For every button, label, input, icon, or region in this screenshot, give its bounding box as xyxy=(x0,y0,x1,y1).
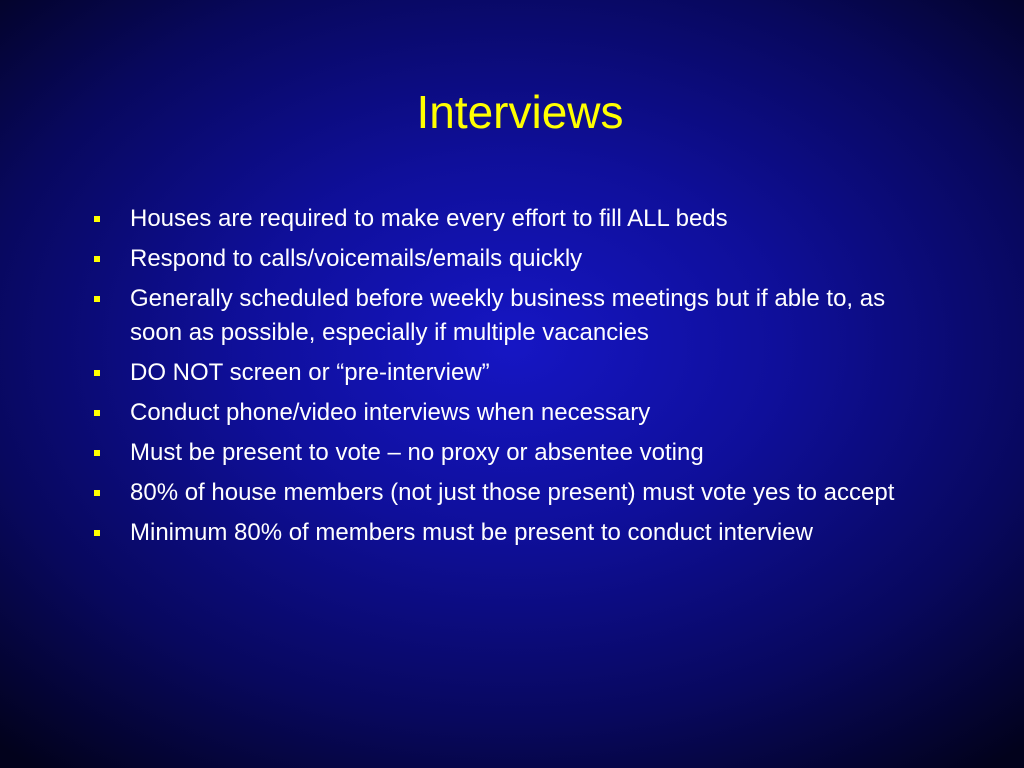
slide-title: Interviews xyxy=(416,86,624,138)
bullet-text: DO NOT screen or “pre-interview” xyxy=(130,359,490,386)
bullet-item xyxy=(88,202,928,236)
bullet-item xyxy=(88,242,928,276)
bullet-item xyxy=(88,396,928,430)
bullet-text: Respond to calls/voicemails/emails quickly xyxy=(130,245,583,272)
bullet-text: Conduct phone/video interviews when necessary xyxy=(130,399,651,426)
bullet-text: Minimum 80% of members must be present to conduct interview xyxy=(130,519,813,546)
bullet-text: Generally scheduled before weekly business meetings but if able to, as soon as possible, especially if multiple vacancies xyxy=(130,285,886,346)
square-bullet-icon xyxy=(94,410,100,416)
bullet-item xyxy=(88,436,928,470)
square-bullet-icon xyxy=(94,450,100,456)
square-bullet-icon xyxy=(94,256,100,262)
square-bullet-icon xyxy=(94,216,100,222)
bullet-item xyxy=(88,282,928,350)
bullet-list xyxy=(88,202,928,556)
square-bullet-icon xyxy=(94,530,100,536)
square-bullet-icon xyxy=(94,490,100,496)
square-bullet-icon xyxy=(94,370,100,376)
bullet-item xyxy=(88,516,928,550)
square-bullet-icon xyxy=(94,296,100,302)
bullet-text: Must be present to vote – no proxy or absentee voting xyxy=(130,439,704,466)
bullet-text: 80% of house members (not just those present) must vote yes to accept xyxy=(130,479,895,506)
bullet-item xyxy=(88,356,928,390)
bullet-text: Houses are required to make every effort to fill ALL beds xyxy=(130,205,728,232)
bullet-item xyxy=(88,476,928,510)
